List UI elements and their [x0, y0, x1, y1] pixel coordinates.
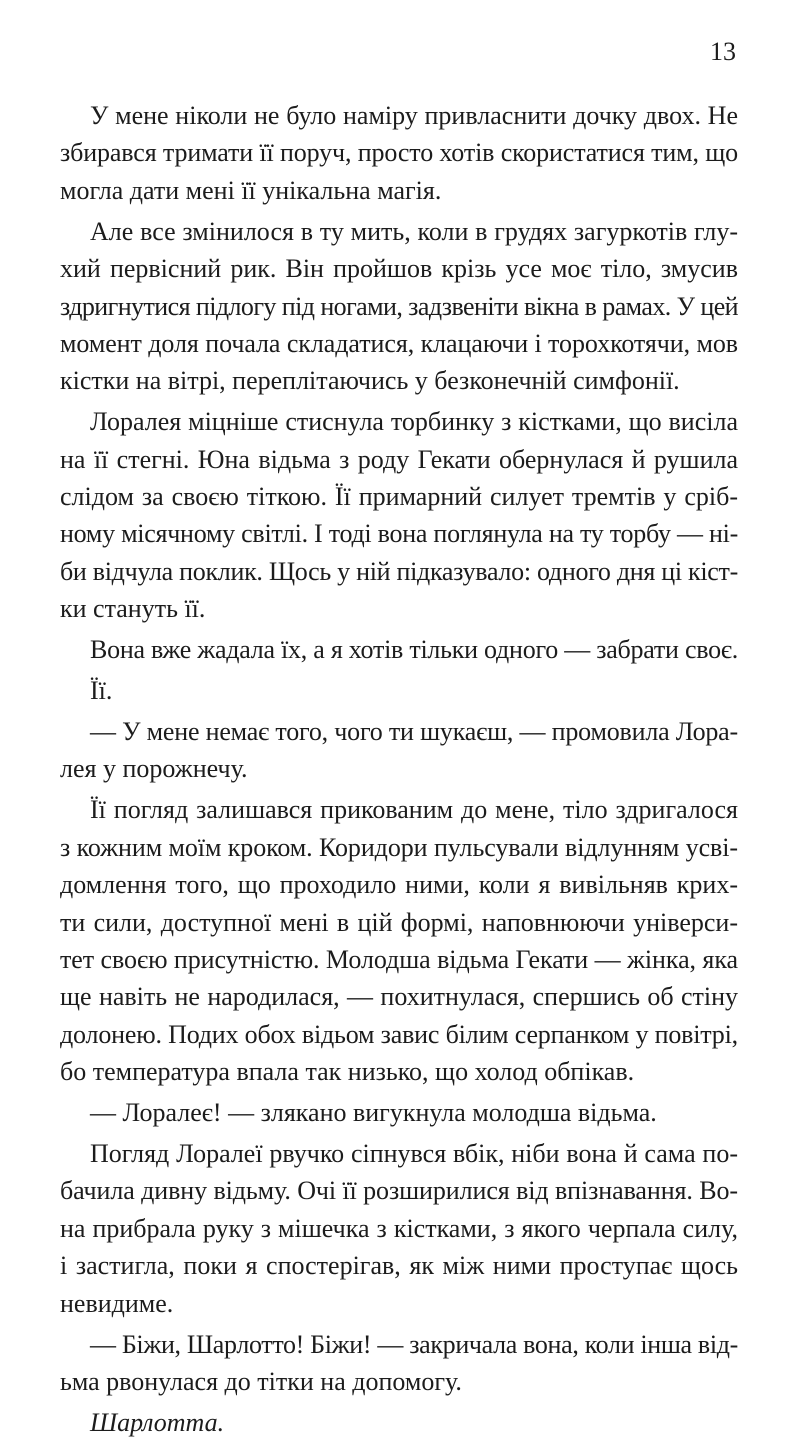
text-line: Але все змінилося в ту мить, коли в грудях загуркотів глу- — [90, 216, 738, 246]
text-line: з кожним моїм кроком. Коридори пульсували відлунням усві- — [60, 832, 738, 862]
text-line: Шарлотта. — [90, 1407, 225, 1437]
text-line: невидиме. — [60, 1288, 174, 1318]
text-line: Погляд Лоралеї рвучко сіпнувся вбік, ніби вона й сама по- — [90, 1138, 738, 1168]
text-line: тет своєю присутністю. Молодша відьма Гекати — жінка, яка — [60, 944, 738, 974]
text-line: на її стегні. Юна відьма з роду Гекати обернулася й рушила — [60, 444, 738, 474]
paragraph — [60, 1326, 738, 1401]
text-line: ще навіть не народилася, — похитнулася, спершись об стіну — [60, 982, 738, 1012]
text-line: хий первісний рик. Він пройшов крізь усе моє тіло, змусив — [60, 254, 738, 284]
paragraph — [60, 672, 738, 709]
text-line: бо температура впала так низько, що холод обпікав. — [60, 1057, 635, 1087]
paragraph — [60, 631, 738, 668]
text-line: Її погляд залишався прикованим до мене, тіло здригалося — [90, 795, 738, 825]
paragraph — [60, 1404, 738, 1441]
text-line: Лоралея міцніше стиснула торбинку з кістками, що висіла — [90, 407, 738, 437]
paragraph — [60, 213, 738, 400]
text-line: Вона вже жадала їх, а я хотів тільки одного — забрати своє. — [90, 635, 738, 665]
text-line: могла дати мені її унікальна магія. — [60, 175, 442, 205]
text-line: би відчула поклик. Щось у ній підказувало: одного дня ці кіст- — [60, 556, 738, 586]
text-line: ному місячному світлі. І тоді вона поглянула на ту торбу — ні- — [60, 519, 738, 549]
paragraph — [60, 97, 738, 209]
paragraph — [60, 713, 738, 788]
text-line: домлення того, що проходило ними, коли я вивільняв крих- — [60, 870, 738, 900]
text-line: момент доля почала складатися, клацаючи і торохкотячи, мов — [60, 328, 738, 358]
paragraph — [60, 403, 738, 627]
paragraph — [60, 791, 738, 1090]
text-line: долонею. Подих обох відьом завис білим серпанком у повітрі, — [60, 1019, 738, 1049]
paragraph — [60, 1135, 738, 1322]
text-line: — Лоралеє! — злякано вигукнула молодша відьма. — [90, 1098, 657, 1128]
text-line: лея у порожнечу. — [60, 754, 248, 784]
text-line: і застигла, поки я спостерігав, як між ними проступає щось — [60, 1251, 738, 1281]
body-text — [60, 97, 738, 1445]
text-line: здригнутися підлогу під ногами, задзвеніти вікна в рамах. У цей — [60, 291, 738, 321]
paragraph — [60, 1094, 738, 1131]
text-line: збирався тримати її поруч, просто хотів скористатися тим, що — [60, 138, 738, 168]
text-line: У мене ніколи не було наміру привласнити дочку двох. Не — [90, 101, 738, 130]
text-line: — Біжи, Шарлотто! Біжи! — закричала вона, коли інша від- — [90, 1329, 738, 1359]
text-line: ти сили, доступної мені в цій формі, наповнюючи універси- — [60, 907, 738, 937]
text-line: ьма рвонулася до тітки на допомогу. — [60, 1366, 462, 1396]
text-line: кістки на вітрі, переплітаючись у безконечній симфонії. — [60, 366, 680, 396]
text-line: на прибрала руку з мішечка з кістками, з якого черпала силу, — [60, 1213, 738, 1243]
text-line: — У мене немає того, чого ти шукаєш, — промовила Лора- — [90, 717, 738, 746]
text-line: Її. — [90, 676, 113, 706]
text-line: ки стануть її. — [60, 594, 206, 624]
page-number: 13 — [710, 37, 736, 66]
text-line: бачила дивну відьму. Очі її розширилися від впізнавання. Во- — [60, 1176, 738, 1206]
text-line: слідом за своєю тіткою. Її примарний силует тремтів у сріб- — [60, 482, 738, 512]
